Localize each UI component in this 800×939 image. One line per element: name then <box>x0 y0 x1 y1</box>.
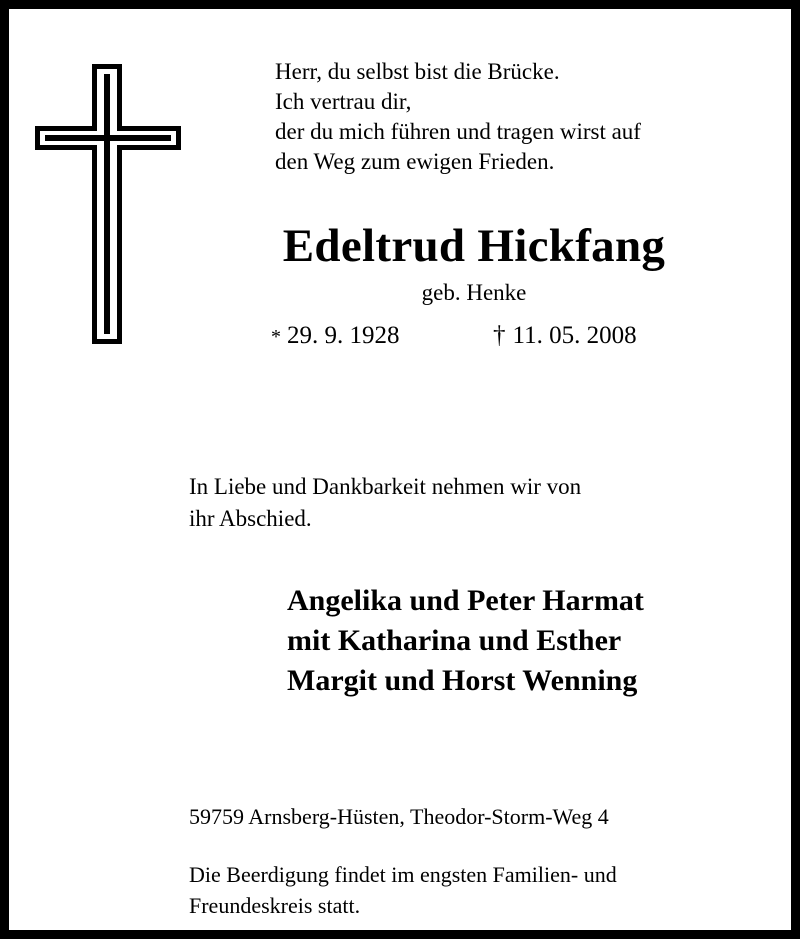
death-date-group <box>493 322 637 350</box>
farewell-line: In Liebe und Dankbarkeit nehmen wir von <box>189 474 582 499</box>
verse-line: Ich vertrau dir, <box>275 89 412 114</box>
birth-star-icon: * <box>271 326 281 348</box>
farewell-line: ihr Abschied. <box>189 506 312 531</box>
birth-date-group <box>271 322 400 350</box>
verse-line: der du mich führen und tragen wirst auf <box>275 119 641 144</box>
death-dagger-icon: † <box>493 322 506 349</box>
family-address: 59759 Arnsberg-Hüsten, Theodor-Storm-Weg 4 <box>189 804 609 829</box>
death-date: 11. 05. 2008 <box>512 322 637 349</box>
mourners-list <box>287 581 644 701</box>
farewell-text <box>189 471 581 535</box>
bible-verse <box>275 57 641 177</box>
mourner-line: Margit und Horst Wenning <box>287 664 638 697</box>
deceased-name: Edeltrud Hickfang <box>282 220 666 272</box>
mourner-line: mit Katharina und Esther <box>287 624 622 657</box>
maiden-name: geb. Henke <box>421 280 527 305</box>
funeral-line: Freundeskreis statt. <box>189 893 361 918</box>
mourner-line: Angelika und Peter Harmat <box>287 584 644 617</box>
funeral-notice <box>189 859 617 921</box>
verse-line: Herr, du selbst bist die Brücke. <box>275 59 560 84</box>
birth-date: 29. 9. 1928 <box>287 322 400 349</box>
funeral-line: Die Beerdigung findet im engsten Familien- und <box>189 862 617 887</box>
verse-line: den Weg zum ewigen Frieden. <box>275 149 555 174</box>
